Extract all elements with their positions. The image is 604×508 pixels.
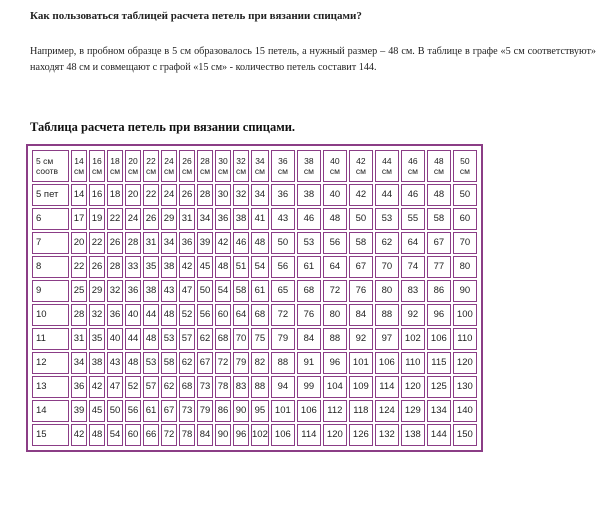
table-cell: 53: [143, 352, 159, 374]
table-cell: 34: [251, 184, 269, 206]
header-text: см: [329, 166, 340, 176]
table-cell: 45: [89, 400, 105, 422]
table-cell: 25: [71, 280, 87, 302]
table-cell: 83: [233, 376, 249, 398]
header-text: 50: [460, 156, 470, 166]
table-cell: 52: [179, 304, 195, 326]
table-cell: 29: [89, 280, 105, 302]
table-row: [32, 400, 477, 422]
table-cell: 38: [143, 280, 159, 302]
table-cell: 34: [197, 208, 213, 230]
table-cell: 82: [251, 352, 269, 374]
table-cell: 50: [107, 400, 123, 422]
table-cell: 33: [125, 256, 141, 278]
table-cell: 114: [375, 376, 399, 398]
table-row: [32, 376, 477, 398]
header-text: см: [217, 166, 229, 176]
header-text: см: [459, 166, 470, 176]
table-cell: 56: [125, 400, 141, 422]
table-cell: 20: [125, 184, 141, 206]
table-cell: 70: [233, 328, 249, 350]
header-text: см: [127, 166, 139, 176]
header-cell: [323, 150, 347, 182]
table-cell: 84: [349, 304, 373, 326]
table-row: [32, 328, 477, 350]
table-cell: 80: [453, 256, 477, 278]
table-row: [32, 232, 477, 254]
table-cell: 110: [401, 352, 425, 374]
table-row: [32, 208, 477, 230]
table-cell: 53: [161, 328, 177, 350]
table-cell: 114: [297, 424, 321, 446]
table-cell: 26: [89, 256, 105, 278]
table-cell: 43: [161, 280, 177, 302]
table-cell: 61: [143, 400, 159, 422]
table-cell: 32: [89, 304, 105, 326]
table-cell: 99: [297, 376, 321, 398]
header-text: 30: [218, 156, 228, 166]
header-text: 40: [330, 156, 340, 166]
table-cell: 22: [107, 208, 123, 230]
table-cell: 72: [271, 304, 295, 326]
header-text: см: [145, 166, 157, 176]
header-cell: [271, 150, 295, 182]
table-cell: 42: [89, 376, 105, 398]
table-cell: 42: [349, 184, 373, 206]
table-cell: 42: [215, 232, 231, 254]
table-cell: 62: [197, 328, 213, 350]
table-cell: 61: [297, 256, 321, 278]
table-cell: 34: [71, 352, 87, 374]
table-row: [32, 256, 477, 278]
table-cell: 75: [251, 328, 269, 350]
table-cell: 43: [107, 352, 123, 374]
table-cell: 56: [271, 256, 295, 278]
row-label-cell: 11: [32, 328, 69, 350]
table-cell: 118: [349, 400, 373, 422]
row-label-cell: 8: [32, 256, 69, 278]
table-cell: 60: [125, 424, 141, 446]
row-label-cell: 14: [32, 400, 69, 422]
stitch-table-frame: [26, 144, 483, 452]
table-cell: 67: [349, 256, 373, 278]
table-cell: 48: [161, 304, 177, 326]
table-cell: 101: [271, 400, 295, 422]
table-cell: 65: [271, 280, 295, 302]
table-cell: 28: [197, 184, 213, 206]
example-paragraph: Например, в пробном образце в 5 см образовалось 15 петель, а нужный размер – 48 см. В таблице в графе «5 см соответствуют» находят 48 см и совмещают с графой «15 см» - количество петель составит 144.: [30, 46, 596, 73]
header-text: 32: [236, 156, 246, 166]
table-cell: 102: [251, 424, 269, 446]
table-cell: 92: [349, 328, 373, 350]
table-cell: 67: [197, 352, 213, 374]
header-text: см: [407, 166, 418, 176]
table-cell: 51: [233, 256, 249, 278]
table-cell: 60: [215, 304, 231, 326]
table-cell: 56: [197, 304, 213, 326]
table-cell: 54: [251, 256, 269, 278]
table-cell: 70: [453, 232, 477, 254]
table-cell: 64: [233, 304, 249, 326]
table-cell: 90: [453, 280, 477, 302]
header-text: см: [355, 166, 366, 176]
table-cell: 53: [297, 232, 321, 254]
table-cell: 45: [197, 256, 213, 278]
header-text: 38: [304, 156, 314, 166]
header-text: см: [91, 166, 103, 176]
table-cell: 32: [107, 280, 123, 302]
table-cell: 57: [143, 376, 159, 398]
table-cell: 36: [71, 376, 87, 398]
table-cell: 150: [453, 424, 477, 446]
table-cell: 47: [179, 280, 195, 302]
table-cell: 96: [427, 304, 451, 326]
table-cell: 28: [107, 256, 123, 278]
table-row: [32, 184, 477, 206]
table-cell: 22: [89, 232, 105, 254]
header-text: 16: [92, 156, 102, 166]
table-cell: 36: [215, 208, 231, 230]
table-cell: 28: [125, 232, 141, 254]
table-cell: 31: [71, 328, 87, 350]
table-cell: 120: [401, 376, 425, 398]
table-cell: 34: [161, 232, 177, 254]
table-title: Таблица расчета петель при вязании спицами.: [30, 120, 296, 134]
table-row: [32, 280, 477, 302]
table-cell: 67: [427, 232, 451, 254]
header-text: см: [381, 166, 392, 176]
table-cell: 54: [107, 424, 123, 446]
header-text: см: [235, 166, 247, 176]
table-cell: 80: [323, 304, 347, 326]
table-cell: 44: [125, 328, 141, 350]
table-cell: 61: [251, 280, 269, 302]
table-cell: 78: [215, 376, 231, 398]
header-text: 28: [200, 156, 210, 166]
header-text: см: [303, 166, 314, 176]
header-cell: [215, 150, 231, 182]
header-text: см: [163, 166, 175, 176]
table-cell: 50: [349, 208, 373, 230]
header-cell: [453, 150, 477, 182]
table-cell: 52: [125, 376, 141, 398]
table-cell: 104: [323, 376, 347, 398]
header-text: 44: [382, 156, 392, 166]
row-label-cell: 9: [32, 280, 69, 302]
table-cell: 88: [251, 376, 269, 398]
header-text: 22: [146, 156, 156, 166]
table-cell: 88: [271, 352, 295, 374]
table-cell: 140: [453, 400, 477, 422]
table-row: [32, 352, 477, 374]
table-cell: 36: [125, 280, 141, 302]
table-cell: 48: [323, 208, 347, 230]
table-cell: 50: [271, 232, 295, 254]
header-text: см: [109, 166, 121, 176]
table-cell: 95: [251, 400, 269, 422]
table-cell: 130: [453, 376, 477, 398]
table-cell: 106: [297, 400, 321, 422]
header-cell: [32, 150, 69, 182]
table-cell: 36: [107, 304, 123, 326]
table-cell: 125: [427, 376, 451, 398]
table-cell: 76: [297, 304, 321, 326]
table-row: [32, 304, 477, 326]
header-cell: [89, 150, 105, 182]
table-cell: 112: [323, 400, 347, 422]
header-cell: [297, 150, 321, 182]
header-cell: [71, 150, 87, 182]
table-cell: 60: [453, 208, 477, 230]
table-cell: 58: [233, 280, 249, 302]
table-cell: 62: [179, 352, 195, 374]
row-label-cell: 12: [32, 352, 69, 374]
table-cell: 48: [215, 256, 231, 278]
header-text: 42: [356, 156, 366, 166]
header-text: см: [73, 166, 85, 176]
table-cell: 31: [143, 232, 159, 254]
table-cell: 44: [143, 304, 159, 326]
header-cell: [349, 150, 373, 182]
table-cell: 109: [349, 376, 373, 398]
header-text: соотв: [36, 166, 59, 176]
row-label-cell: 6: [32, 208, 69, 230]
table-cell: 16: [89, 184, 105, 206]
table-cell: 67: [161, 400, 177, 422]
table-cell: 73: [179, 400, 195, 422]
header-text: 5 см: [36, 156, 54, 166]
header-text: см: [277, 166, 288, 176]
table-cell: 72: [323, 280, 347, 302]
header-cell: [143, 150, 159, 182]
table-cell: 44: [375, 184, 399, 206]
table-cell: 96: [233, 424, 249, 446]
table-cell: 83: [401, 280, 425, 302]
header-cell: [125, 150, 141, 182]
table-cell: 26: [107, 232, 123, 254]
table-cell: 84: [297, 328, 321, 350]
header-text: 20: [128, 156, 138, 166]
table-cell: 115: [427, 352, 451, 374]
row-label-cell: 7: [32, 232, 69, 254]
header-text: см: [199, 166, 211, 176]
table-cell: 40: [107, 328, 123, 350]
header-cell: [427, 150, 451, 182]
table-cell: 68: [297, 280, 321, 302]
table-cell: 30: [215, 184, 231, 206]
table-row: [32, 424, 477, 446]
table-cell: 36: [179, 232, 195, 254]
header-text: см: [181, 166, 193, 176]
table-cell: 31: [179, 208, 195, 230]
header-cell: [161, 150, 177, 182]
table-cell: 41: [251, 208, 269, 230]
table-cell: 19: [89, 208, 105, 230]
table-cell: 79: [197, 400, 213, 422]
table-cell: 101: [349, 352, 373, 374]
table-cell: 72: [161, 424, 177, 446]
table-cell: 14: [71, 184, 87, 206]
table-cell: 134: [427, 400, 451, 422]
table-cell: 74: [401, 256, 425, 278]
table-cell: 106: [375, 352, 399, 374]
header-cell: [251, 150, 269, 182]
table-cell: 73: [197, 376, 213, 398]
table-cell: 132: [375, 424, 399, 446]
table-cell: 32: [233, 184, 249, 206]
header-text: 14: [74, 156, 84, 166]
table-cell: 110: [453, 328, 477, 350]
question-heading: Как пользоваться таблицей расчета петель при вязании спицами?: [30, 10, 362, 22]
table-cell: 58: [349, 232, 373, 254]
table-cell: 72: [215, 352, 231, 374]
header-text: см: [433, 166, 444, 176]
table-cell: 88: [375, 304, 399, 326]
table-cell: 90: [215, 424, 231, 446]
table-cell: 28: [71, 304, 87, 326]
table-cell: 48: [251, 232, 269, 254]
table-cell: 48: [427, 184, 451, 206]
table-cell: 120: [453, 352, 477, 374]
table-cell: 50: [197, 280, 213, 302]
table-cell: 38: [89, 352, 105, 374]
table-cell: 47: [107, 376, 123, 398]
row-label-cell: 5 пет: [32, 184, 69, 206]
header-cell: [107, 150, 123, 182]
table-cell: 20: [71, 232, 87, 254]
table-cell: 96: [323, 352, 347, 374]
header-text: 26: [182, 156, 192, 166]
header-text: 24: [164, 156, 174, 166]
header-cell: [401, 150, 425, 182]
table-cell: 39: [71, 400, 87, 422]
header-text: 46: [408, 156, 418, 166]
table-cell: 91: [297, 352, 321, 374]
table-cell: 38: [161, 256, 177, 278]
table-cell: 86: [215, 400, 231, 422]
table-cell: 18: [107, 184, 123, 206]
table-cell: 35: [89, 328, 105, 350]
header-text: 48: [434, 156, 444, 166]
table-cell: 120: [323, 424, 347, 446]
table-cell: 70: [375, 256, 399, 278]
row-label-cell: 13: [32, 376, 69, 398]
table-cell: 80: [375, 280, 399, 302]
table-cell: 26: [143, 208, 159, 230]
table-cell: 144: [427, 424, 451, 446]
table-cell: 56: [323, 232, 347, 254]
table-cell: 58: [161, 352, 177, 374]
table-cell: 102: [401, 328, 425, 350]
table-cell: 40: [323, 184, 347, 206]
table-cell: 38: [233, 208, 249, 230]
row-label-cell: 10: [32, 304, 69, 326]
table-header-row: [32, 150, 477, 182]
table-cell: 100: [453, 304, 477, 326]
table-cell: 68: [251, 304, 269, 326]
table-cell: 126: [349, 424, 373, 446]
table-cell: 38: [297, 184, 321, 206]
table-cell: 106: [427, 328, 451, 350]
header-text: 36: [278, 156, 288, 166]
table-cell: 50: [453, 184, 477, 206]
table-cell: 29: [161, 208, 177, 230]
table-cell: 86: [427, 280, 451, 302]
table-cell: 26: [179, 184, 195, 206]
table-cell: 62: [375, 232, 399, 254]
header-cell: [375, 150, 399, 182]
table-cell: 40: [125, 304, 141, 326]
table-cell: 39: [197, 232, 213, 254]
table-cell: 54: [215, 280, 231, 302]
table-cell: 57: [179, 328, 195, 350]
stitch-calculation-table: [30, 148, 479, 448]
table-cell: 78: [179, 424, 195, 446]
table-cell: 64: [323, 256, 347, 278]
table-cell: 42: [179, 256, 195, 278]
table-cell: 68: [179, 376, 195, 398]
header-cell: [179, 150, 195, 182]
table-cell: 92: [401, 304, 425, 326]
table-cell: 94: [271, 376, 295, 398]
table-cell: 48: [143, 328, 159, 350]
table-cell: 106: [271, 424, 295, 446]
table-cell: 46: [233, 232, 249, 254]
table-cell: 24: [161, 184, 177, 206]
table-cell: 48: [125, 352, 141, 374]
table-cell: 79: [233, 352, 249, 374]
table-cell: 46: [401, 184, 425, 206]
table-cell: 55: [401, 208, 425, 230]
table-cell: 97: [375, 328, 399, 350]
table-cell: 68: [215, 328, 231, 350]
table-cell: 22: [143, 184, 159, 206]
table-cell: 79: [271, 328, 295, 350]
table-cell: 64: [401, 232, 425, 254]
table-cell: 43: [271, 208, 295, 230]
header-cell: [197, 150, 213, 182]
table-cell: 129: [401, 400, 425, 422]
row-label-cell: 15: [32, 424, 69, 446]
table-cell: 90: [233, 400, 249, 422]
table-cell: 138: [401, 424, 425, 446]
table-cell: 24: [125, 208, 141, 230]
table-cell: 62: [161, 376, 177, 398]
table-cell: 84: [197, 424, 213, 446]
table-cell: 124: [375, 400, 399, 422]
table-cell: 53: [375, 208, 399, 230]
table-cell: 36: [271, 184, 295, 206]
table-cell: 35: [143, 256, 159, 278]
table-cell: 58: [427, 208, 451, 230]
table-cell: 76: [349, 280, 373, 302]
header-cell: [233, 150, 249, 182]
table-cell: 22: [71, 256, 87, 278]
table-cell: 46: [297, 208, 321, 230]
table-cell: 48: [89, 424, 105, 446]
table-cell: 66: [143, 424, 159, 446]
header-text: 18: [110, 156, 120, 166]
table-cell: 88: [323, 328, 347, 350]
header-text: 34: [255, 156, 265, 166]
table-cell: 42: [71, 424, 87, 446]
table-cell: 17: [71, 208, 87, 230]
header-text: см: [254, 166, 265, 176]
table-cell: 77: [427, 256, 451, 278]
